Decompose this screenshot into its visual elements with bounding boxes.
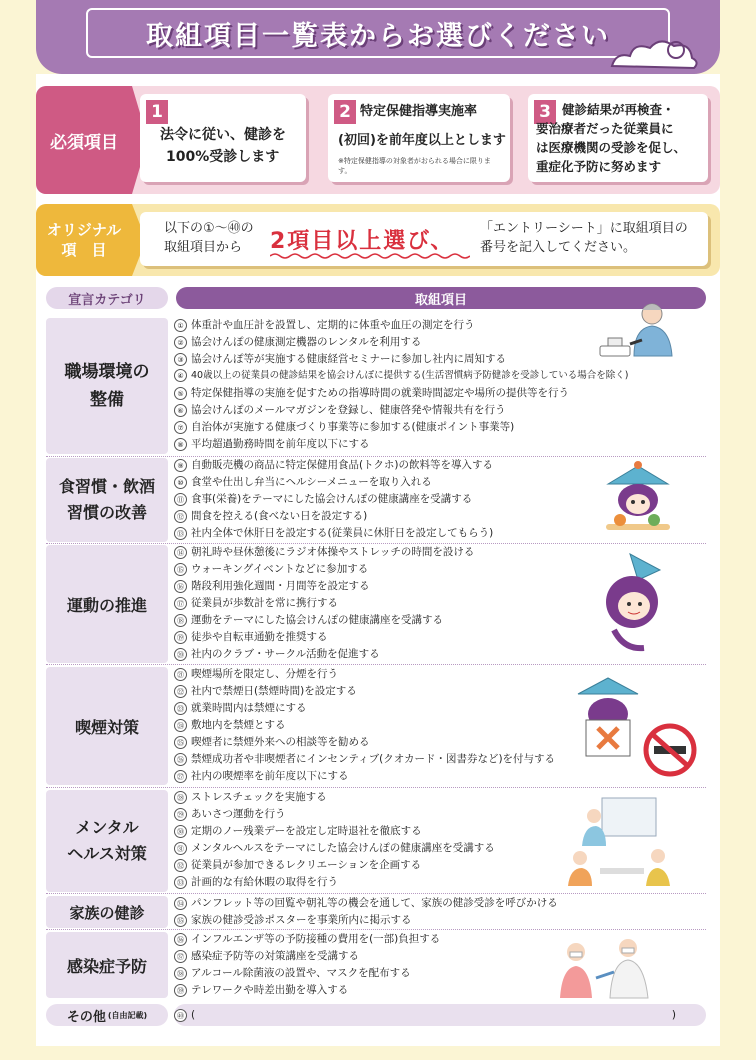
required-number: 3 [534, 100, 556, 124]
list-item [174, 403, 506, 417]
category-diet [46, 458, 168, 542]
list-item [174, 875, 338, 889]
category-name-line: メンタル [75, 818, 139, 837]
item-number: ① [174, 319, 187, 332]
item-text: パンフレット等の回覧や朝礼等の機会を通して、家族の健診受診を呼びかける [191, 897, 558, 909]
required-item-3 [528, 94, 708, 182]
list-item [174, 437, 370, 451]
item-text: 社内のクラブ・サークル活動を促進する [191, 648, 380, 660]
item-text: 運動をテーマにした協会けんぽの健康講座を受講する [191, 614, 443, 626]
required-text-line: 要治療者だった従業員に [536, 121, 674, 136]
category-infection [46, 932, 168, 998]
category-name-line: 感染症予防 [66, 956, 147, 976]
category-workplace [46, 318, 168, 454]
item-text: 朝礼時や昼休憩後にラジオ体操やストレッチの時間を設ける [191, 546, 475, 558]
item-text: 40歳以上の従業員の健診結果を協会けんぽに提供する(生活習慣病予防健診を受診している場合を除く) [191, 370, 629, 381]
list-item [174, 667, 338, 681]
item-number: ⑨ [174, 459, 187, 472]
no-smoking-illustration-icon [574, 672, 704, 782]
header-category: 宣言カテゴリ [46, 287, 168, 309]
item-number: ㉝ [174, 876, 187, 889]
instruction-left [164, 219, 254, 257]
category-name-line: 整備 [90, 390, 124, 410]
item-text: 特定保健指導の実施を促すための指導時間の就業時間認定や場所の提供等を行う [191, 387, 569, 399]
list-item [174, 630, 328, 644]
instruction-line: 取組項目から [164, 240, 243, 255]
category-name-line: 運動の推進 [66, 595, 147, 615]
instruction-line: 番号を記入してください。 [480, 240, 637, 255]
item-number: ④ [174, 369, 187, 382]
category-name-line: 習慣の改善 [66, 503, 147, 522]
item-number: ㉕ [174, 736, 187, 749]
header-items: 取組項目 [176, 287, 706, 309]
item-text: メンタルヘルスをテーマにした協会けんぽの健康講座を受講する [191, 842, 495, 854]
item-text: アルコール除菌液の設置や、マスクを配布する [191, 967, 411, 979]
item-number: ⑰ [174, 597, 187, 610]
category-smoking [46, 667, 168, 785]
list-item [174, 913, 412, 927]
list-item [174, 752, 555, 766]
required-number: 1 [146, 100, 168, 124]
divider [46, 543, 706, 544]
original-instruction [140, 212, 708, 266]
required-label: 必須項目 [36, 86, 132, 194]
bracket-open: ( [191, 1009, 196, 1021]
item-text: 禁煙成功者や非喫煙者にインセンティブ(クオカード・図書券など)を付与する [191, 753, 556, 765]
item-number: ㉟ [174, 914, 187, 927]
character-exercise-illustration-icon [594, 550, 674, 656]
required-text [536, 119, 686, 176]
item-number: ㉑ [174, 668, 187, 681]
list-item [174, 579, 370, 593]
item-text: 社内全体で休肝日を設定する(従業員に休肝日を設定してもらう) [191, 527, 494, 539]
category-family-checkup [46, 896, 168, 928]
item-text: 自治体が実施する健康づくり事業等に参加する(健康ポイント事業等) [191, 421, 515, 433]
list-item [174, 949, 359, 963]
item-text: 定期のノー残業デーを設定し定時退社を徹底する [191, 825, 422, 837]
category-name-line: 職場環境の [64, 362, 150, 382]
category-other [46, 1004, 168, 1026]
instruction-right [480, 219, 688, 257]
list-item [174, 932, 440, 946]
original-label [36, 204, 132, 276]
list-item [174, 896, 558, 910]
item-text: 感染症予防等の対策講座を受講する [191, 950, 359, 962]
required-text-line: は医療機関の受診を促し、 [536, 140, 687, 155]
item-number: ㉗ [174, 770, 187, 783]
item-text: 社内で禁煙日(禁煙時間)を設定する [191, 685, 357, 697]
list-item [174, 509, 367, 523]
list-item [174, 369, 629, 383]
item-number: ㊳ [174, 967, 187, 980]
title-frame [86, 8, 670, 58]
required-text-line: 特定保健指導実施率 [360, 104, 478, 119]
item-number: ㉞ [174, 897, 187, 910]
item-number: ㉛ [174, 842, 187, 855]
list-item [174, 613, 443, 627]
item-text: 協会けんぽの健康測定機器のレンタルを利用する [191, 336, 422, 348]
item-number: ⑪ [174, 493, 187, 506]
item-text: 喫煙場所を限定し、分煙を行う [191, 668, 338, 680]
required-text-line: (初回)を前年度以上とします [338, 133, 506, 148]
item-text: 従業員が参加できるレクリエーションを企画する [191, 859, 422, 871]
item-number: ㉒ [174, 685, 187, 698]
list-item [174, 545, 474, 559]
required-section [36, 86, 720, 194]
required-text-line: 健診結果が再検査・ [562, 102, 675, 117]
item-number: ③ [174, 353, 187, 366]
item-number: ⑯ [174, 580, 187, 593]
item-number: ⑫ [174, 510, 187, 523]
cloud-decoration-icon [606, 34, 702, 74]
list-item [174, 966, 411, 980]
divider [46, 456, 706, 457]
original-section [36, 204, 720, 276]
item-number: ⑭ [174, 546, 187, 559]
item-text: 間食を控える(食べない日を設定する) [191, 510, 368, 522]
required-item-1 [140, 94, 306, 182]
item-number: ㉔ [174, 719, 187, 732]
item-number: ㊴ [174, 984, 187, 997]
category-name-line: 喫煙対策 [74, 717, 139, 737]
required-text [562, 100, 675, 119]
list-item [174, 807, 286, 821]
required-text [160, 124, 286, 168]
item-number: ㉜ [174, 859, 187, 872]
list-item [174, 769, 349, 783]
list-item [174, 492, 472, 506]
original-label-line: オリジナル [46, 221, 122, 239]
item-number: ㉓ [174, 702, 187, 715]
list-item [174, 790, 327, 804]
item-text: 徒歩や自転車通勤を推奨する [191, 631, 328, 643]
item-number: ㉙ [174, 808, 187, 821]
item-number: ② [174, 336, 187, 349]
category-name-line: ヘルス対策 [67, 844, 147, 863]
list-item [174, 458, 493, 472]
list-item [174, 647, 380, 661]
item-text: 喫煙者に禁煙外来への相談等を勧める [191, 736, 370, 748]
item-text: 体重計や血圧計を設置し、定期的に体重や血圧の測定を行う [191, 319, 475, 331]
list-item [174, 858, 421, 872]
character-eating-illustration-icon [598, 460, 678, 542]
list-item [174, 526, 493, 540]
required-text-line: 100%受診します [166, 149, 280, 165]
elderly-blood-pressure-illustration-icon [598, 294, 702, 360]
list-item [174, 735, 370, 749]
item-text: 従業員が歩数計を常に携行する [191, 597, 338, 609]
item-number: ㊲ [174, 950, 187, 963]
list-item [174, 701, 307, 715]
category-exercise [46, 545, 168, 663]
item-text: 家族の健診受診ポスターを事業所内に掲示する [191, 914, 412, 926]
bracket-close: ) [671, 1008, 676, 1021]
list-item [174, 318, 475, 332]
required-text-line: 法令に従い、健診を [160, 127, 286, 143]
list-item [174, 824, 422, 838]
item-text: ストレスチェックを実施する [191, 791, 327, 803]
item-number: ⑩ [174, 476, 187, 489]
item-number: ㊱ [174, 933, 187, 946]
list-item [174, 420, 514, 434]
category-name-line: 食習慣・飲酒 [58, 477, 155, 496]
original-label-line: 項 目 [61, 241, 107, 259]
item-text: 協会けんぽ等が実施する健康経営セミナーに参加し社内に周知する [191, 353, 506, 365]
other-sublabel: (自由記載) [107, 1010, 148, 1020]
item-text: 協会けんぽのメールマガジンを登録し、健康啓発や情報共有を行う [191, 404, 506, 416]
item-number: ㉘ [174, 791, 187, 804]
item-number: ㉖ [174, 753, 187, 766]
item-text: 自動販売機の商品に特定保健用食品(トクホ)の飲料等を導入する [191, 459, 493, 471]
vaccination-illustration-icon [556, 930, 656, 1000]
item-text: 平均超過勤務時間を前年度以下にする [191, 438, 370, 450]
list-item [174, 335, 421, 349]
divider [46, 893, 706, 894]
instruction-line: 以下の①〜㊵の [164, 221, 254, 236]
item-text: 敷地内を禁煙とする [191, 719, 286, 731]
divider [46, 664, 706, 665]
item-number: ㊵ [174, 1009, 187, 1022]
item-number: ⑧ [174, 438, 187, 451]
required-item-2 [328, 94, 510, 182]
other-item [174, 1008, 195, 1022]
item-text: ウォーキングイベントなどに参加する [191, 563, 369, 575]
required-number: 2 [334, 100, 356, 124]
other-label: その他 [66, 1009, 106, 1025]
instruction-emphasis: 2項目以上選び、 [270, 229, 455, 254]
list-item [174, 352, 506, 366]
required-note: ※特定保健指導の対象者がおられる場合に限ります。 [338, 157, 491, 175]
list-item [174, 841, 495, 855]
list-item [174, 684, 357, 698]
page-title: 取組項目一覧表からお選びください [146, 20, 610, 52]
item-text: 食堂や仕出し弁当にヘルシーメニューを取り入れる [191, 476, 432, 488]
title-banner [36, 0, 720, 74]
list-item [174, 983, 348, 997]
item-text: 社内の喫煙率を前年度以下にする [191, 770, 349, 782]
item-number: ⑱ [174, 614, 187, 627]
item-number: ⑲ [174, 631, 187, 644]
item-text: 計画的な有給休暇の取得を行う [191, 876, 338, 888]
item-number: ㉚ [174, 825, 187, 838]
item-text: テレワークや時差出勤を導入する [191, 984, 349, 996]
category-mental-health [46, 790, 168, 892]
list-item [174, 718, 286, 732]
category-name-line: 家族の健診 [69, 903, 145, 922]
wavy-underline-icon [270, 252, 470, 260]
item-number: ⑳ [174, 648, 187, 661]
item-number: ⑬ [174, 527, 187, 540]
list-item [174, 562, 368, 576]
other-input-row[interactable] [174, 1004, 706, 1026]
required-text-line: 重症化予防に努めます [536, 159, 662, 174]
item-text: 就業時間内は禁煙にする [191, 702, 307, 714]
list-item [174, 596, 338, 610]
item-number: ⑮ [174, 563, 187, 576]
item-number: ⑤ [174, 387, 187, 400]
item-text: インフルエンザ等の予防接種の費用を(一部)負担する [191, 933, 441, 945]
item-number: ⑦ [174, 421, 187, 434]
item-text: あいさつ運動を行う [191, 808, 286, 820]
instruction-line: 「エントリーシート」に取組項目の [480, 221, 688, 236]
item-number: ⑥ [174, 404, 187, 417]
meeting-illustration-icon [566, 794, 676, 888]
item-text: 食事(栄養)をテーマにした協会けんぽの健康講座を受講する [191, 493, 473, 505]
item-text: 階段利用強化週間・月間等を設定する [191, 580, 370, 592]
list-item [174, 475, 432, 489]
list-item [174, 386, 569, 400]
divider [46, 787, 706, 788]
